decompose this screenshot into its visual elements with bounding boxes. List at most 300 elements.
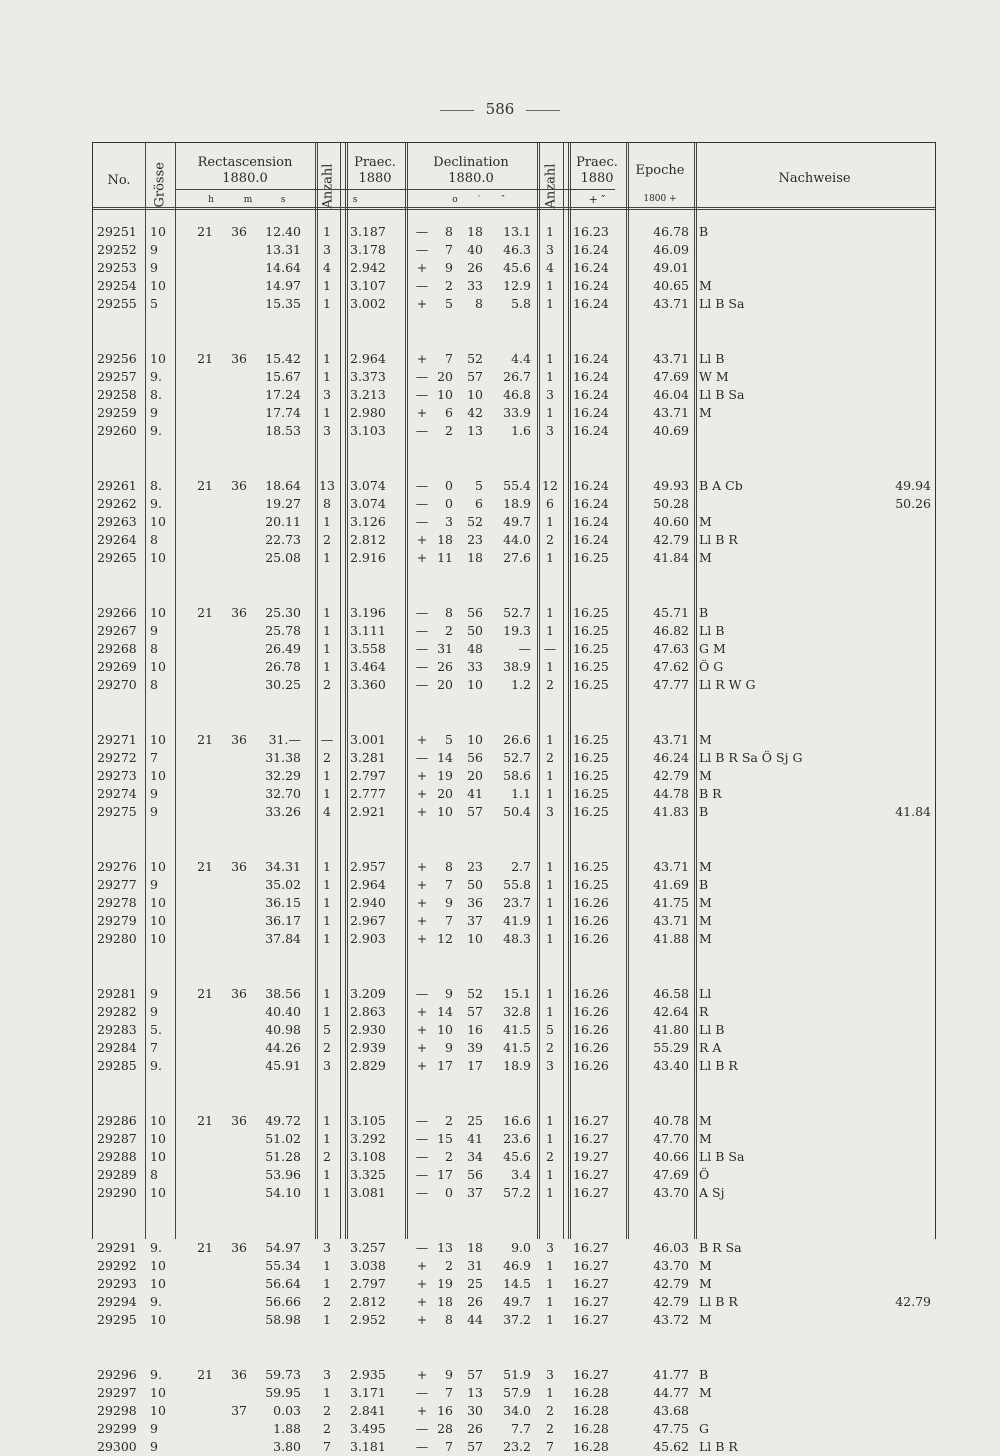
cell-nw: Ll B Sa	[699, 1149, 745, 1165]
cell-m: 36	[231, 605, 247, 620]
cell-gr: 9	[150, 1439, 158, 1455]
cell-sg: +	[416, 931, 428, 947]
cell-p2: 16.25	[573, 786, 609, 802]
header-praec-2: Praec.	[576, 155, 618, 170]
cell-m: 36	[231, 1367, 247, 1382]
cell-nw: M	[699, 895, 712, 911]
cell-a2: 1	[546, 931, 554, 947]
header-anzahl-1: Anzahl	[320, 163, 336, 209]
cell-a1: 1	[323, 659, 331, 675]
cell-ds: 7.7	[511, 1421, 531, 1437]
cell-s: 26.49	[265, 641, 301, 657]
cell-a2: 1	[546, 278, 554, 294]
cell-pr: 3.196	[350, 605, 386, 620]
header-decl-sec: ″	[501, 195, 505, 205]
cell-gr: 10	[150, 514, 166, 530]
cell-p2: 16.26	[573, 1040, 609, 1056]
cell-p2: 16.25	[573, 677, 609, 693]
cell-pr: 2.964	[350, 351, 386, 366]
cell-a1: 2	[323, 1040, 331, 1056]
cell-p2: 16.26	[573, 931, 609, 947]
cell-d: 7	[445, 877, 453, 893]
cell-sg: +	[416, 859, 428, 874]
cell-sg: —	[415, 496, 429, 512]
cell-d: 16	[437, 1403, 453, 1419]
cell-no: 29300	[97, 1439, 137, 1455]
cell-ds: 58.6	[503, 768, 531, 784]
cell-ep: 49.93	[653, 478, 689, 493]
cell-no: 29280	[97, 931, 137, 947]
cell-a1: 1	[323, 768, 331, 784]
cell-d: 13	[437, 1240, 453, 1255]
cell-sg: —	[415, 641, 429, 657]
cell-a2: 1	[546, 732, 554, 747]
table-row	[93, 295, 935, 313]
cell-a1: 1	[323, 986, 331, 1001]
cell-ds: 34.0	[503, 1403, 531, 1419]
cell-dm: 26	[467, 260, 483, 276]
table-row	[93, 531, 935, 549]
cell-p2: 16.25	[573, 641, 609, 657]
cell-pr: 2.930	[350, 1022, 386, 1038]
cell-sg: —	[415, 387, 429, 403]
cell-a2: 2	[546, 532, 554, 548]
cell-dm: 23	[467, 532, 483, 548]
header-ra-h: h	[208, 195, 214, 205]
cell-gr: 8.	[150, 387, 162, 403]
cell-nw: M	[699, 859, 712, 874]
cell-a1: 1	[323, 641, 331, 657]
cell-a1: 1	[323, 1131, 331, 1147]
cell-gr: 8	[150, 1167, 158, 1183]
header-ra-epoch: 1880.0	[222, 171, 268, 186]
cell-dm: 41	[467, 1131, 483, 1147]
cell-a2: 5	[546, 1022, 554, 1038]
cell-h: 21	[197, 1367, 213, 1382]
cell-gr: 10	[150, 550, 166, 566]
cell-pr: 2.812	[350, 1294, 386, 1310]
cell-s: 32.29	[265, 768, 301, 784]
cell-pr: 3.464	[350, 659, 386, 675]
cell-ds: 3.4	[511, 1167, 531, 1183]
cell-s: 19.27	[265, 496, 301, 512]
cell-ds: 16.6	[503, 1113, 531, 1128]
cell-s: 26.78	[265, 659, 301, 675]
cell-s: 54.10	[265, 1185, 301, 1201]
table-row	[93, 477, 935, 495]
cell-d: 6	[445, 405, 453, 421]
cell-gr: 5	[150, 296, 158, 312]
cell-ep: 41.75	[653, 895, 689, 911]
cell-d: 2	[445, 1149, 453, 1165]
cell-dm: 52	[467, 986, 483, 1001]
cell-s: 59.95	[265, 1385, 301, 1401]
cell-dm: 18	[467, 550, 483, 566]
cell-sg: —	[415, 478, 429, 493]
cell-a2: 1	[546, 605, 554, 620]
cell-m: 36	[231, 351, 247, 366]
table-row	[93, 1420, 935, 1438]
cell-a1: 1	[323, 1258, 331, 1274]
cell-a1: 8	[323, 496, 331, 512]
cell-no: 29274	[97, 786, 137, 802]
cell-s: 18.64	[265, 478, 301, 493]
cell-dm: 57	[467, 804, 483, 820]
cell-ds: 57.2	[503, 1185, 531, 1201]
cell-pr: 3.107	[350, 278, 386, 294]
cell-pr: 3.292	[350, 1131, 386, 1147]
cell-dm: 33	[467, 278, 483, 294]
cell-d: 15	[437, 1131, 453, 1147]
cell-d: 9	[445, 1367, 453, 1382]
cell-no: 29287	[97, 1131, 137, 1147]
cell-ep: 41.84	[653, 550, 689, 566]
cell-p2: 16.25	[573, 877, 609, 893]
cell-s: 25.30	[265, 605, 301, 620]
cell-sg: —	[415, 1131, 429, 1147]
cell-dm: 26	[467, 1294, 483, 1310]
cell-p2: 16.26	[573, 895, 609, 911]
cell-no: 29261	[97, 478, 137, 493]
cell-sg: +	[416, 732, 428, 747]
table-row	[93, 604, 935, 622]
star-catalogue-table	[92, 142, 936, 1455]
cell-nw: A Sj	[699, 1185, 725, 1201]
cell-dm: 44	[467, 1312, 483, 1328]
cell-a1: 2	[323, 1421, 331, 1437]
cell-a2: 3	[546, 1367, 554, 1382]
cell-gr: 9	[150, 986, 158, 1001]
cell-d: 5	[445, 732, 453, 747]
cell-a2: 1	[546, 1385, 554, 1401]
cell-ep: 47.77	[653, 677, 689, 693]
cell-d: 7	[445, 1439, 453, 1455]
cell-p2: 16.24	[573, 351, 609, 366]
cell-d: 17	[437, 1058, 453, 1074]
cell-p2: 16.27	[573, 1113, 609, 1128]
cell-a2: 1	[546, 768, 554, 784]
cell-ep: 50.28	[653, 496, 689, 512]
cell-pr: 3.103	[350, 423, 386, 439]
cell-a1: 1	[323, 931, 331, 947]
cell-nw: M	[699, 1258, 712, 1274]
cell-ds: 26.7	[503, 369, 531, 385]
cell-pr: 3.178	[350, 242, 386, 258]
cell-d: 20	[437, 677, 453, 693]
cell-sg: +	[416, 1294, 428, 1310]
cell-pr: 2.952	[350, 1312, 386, 1328]
cell-a2: 1	[546, 786, 554, 802]
table-row	[93, 259, 935, 277]
cell-nw: M	[699, 1312, 712, 1328]
cell-gr: 8	[150, 532, 158, 548]
cell-a2: 1	[546, 514, 554, 530]
cell-pr: 2.964	[350, 877, 386, 893]
header-ra-m: m	[243, 195, 253, 205]
cell-dm: 8	[475, 296, 483, 312]
cell-a1: 1	[323, 550, 331, 566]
cell-sg: —	[415, 224, 429, 239]
cell-ds: 1.1	[511, 786, 531, 802]
cell-a2: 1	[546, 986, 554, 1001]
cell-dm: 36	[467, 895, 483, 911]
cell-d: 0	[445, 496, 453, 512]
cell-p2: 16.27	[573, 1367, 609, 1382]
cell-a2: 1	[546, 1276, 554, 1292]
cell-nw: R	[699, 1004, 709, 1020]
cell-ds: 18.9	[503, 496, 531, 512]
cell-ep: 43.71	[653, 296, 689, 312]
cell-ex: 49.94	[895, 478, 931, 493]
cell-gr: 9	[150, 877, 158, 893]
table-row	[93, 785, 935, 803]
cell-a2: 1	[546, 1131, 554, 1147]
cell-pr: 3.126	[350, 514, 386, 530]
cell-s: 51.02	[265, 1131, 301, 1147]
cell-sg: +	[416, 260, 428, 276]
cell-gr: 10	[150, 1258, 166, 1274]
cell-nw: M	[699, 1131, 712, 1147]
cell-p2: 16.26	[573, 986, 609, 1001]
cell-s: 54.97	[265, 1240, 301, 1255]
cell-sg: +	[416, 804, 428, 820]
cell-ds: 44.0	[503, 532, 531, 548]
cell-p2: 16.26	[573, 1004, 609, 1020]
cell-ep: 44.77	[653, 1385, 689, 1401]
cell-s: 40.40	[265, 1004, 301, 1020]
cell-a1: 1	[323, 1167, 331, 1183]
cell-p2: 16.25	[573, 623, 609, 639]
table-row	[93, 277, 935, 295]
cell-sg: —	[415, 677, 429, 693]
cell-no: 29293	[97, 1276, 137, 1292]
cell-s: 15.42	[265, 351, 301, 366]
cell-d: 2	[445, 623, 453, 639]
cell-a1: 2	[323, 677, 331, 693]
cell-nw: M	[699, 768, 712, 784]
cell-nw: Ll B	[699, 351, 725, 366]
table-row	[93, 658, 935, 676]
cell-pr: 2.812	[350, 532, 386, 548]
cell-pr: 3.213	[350, 387, 386, 403]
cell-d: 0	[445, 478, 453, 493]
cell-pr: 3.038	[350, 1258, 386, 1274]
cell-a1: 4	[323, 260, 331, 276]
table-row	[93, 930, 935, 948]
header-praec-2-year: 1880	[580, 171, 614, 186]
cell-d: 18	[437, 1294, 453, 1310]
cell-d: 8	[445, 605, 453, 620]
cell-d: 0	[445, 1185, 453, 1201]
cell-p2: 16.28	[573, 1439, 609, 1455]
cell-gr: 8	[150, 677, 158, 693]
cell-sg: +	[416, 405, 428, 421]
header-praec-2-unit: + ″	[588, 193, 606, 206]
cell-m: 36	[231, 224, 247, 239]
cell-gr: 10	[150, 732, 166, 747]
cell-ds: 46.9	[503, 1258, 531, 1274]
cell-dm: 5	[475, 478, 483, 493]
cell-nw: B A Cb	[699, 478, 743, 493]
table-row	[93, 1275, 935, 1293]
cell-pr: 3.360	[350, 677, 386, 693]
cell-d: 10	[437, 1022, 453, 1038]
cell-ds: —	[518, 641, 531, 657]
cell-ep: 42.79	[653, 1294, 689, 1310]
cell-no: 29295	[97, 1312, 137, 1328]
cell-ep: 40.65	[653, 278, 689, 294]
cell-dm: 57	[467, 1367, 483, 1382]
cell-p2: 16.24	[573, 369, 609, 385]
cell-s: 44.26	[265, 1040, 301, 1056]
cell-gr: 9.	[150, 423, 162, 439]
table-row	[93, 1130, 935, 1148]
cell-a1: 1	[323, 1385, 331, 1401]
cell-d: 19	[437, 1276, 453, 1292]
cell-gr: 10	[150, 1403, 166, 1419]
cell-dm: 10	[467, 732, 483, 747]
cell-s: 58.98	[265, 1312, 301, 1328]
cell-p2: 16.25	[573, 859, 609, 874]
cell-s: 40.98	[265, 1022, 301, 1038]
cell-ds: 14.5	[503, 1276, 531, 1292]
cell-gr: 10	[150, 351, 166, 366]
table-row	[93, 1184, 935, 1202]
cell-p2: 16.23	[573, 224, 609, 239]
cell-sg: +	[416, 1276, 428, 1292]
cell-p2: 16.27	[573, 1276, 609, 1292]
cell-a1: 2	[323, 1149, 331, 1165]
cell-a2: 1	[546, 1294, 554, 1310]
cell-m: 36	[231, 1240, 247, 1255]
cell-ds: 55.8	[503, 877, 531, 893]
cell-d: 12	[437, 931, 453, 947]
cell-nw: Ll B R	[699, 1058, 738, 1074]
cell-a2: 4	[546, 260, 554, 276]
table-row	[93, 1384, 935, 1402]
table-row	[93, 549, 935, 567]
cell-s: 17.24	[265, 387, 301, 403]
cell-dm: 56	[467, 605, 483, 620]
cell-ds: 45.6	[503, 1149, 531, 1165]
cell-ep: 47.62	[653, 659, 689, 675]
cell-no: 29268	[97, 641, 137, 657]
cell-no: 29265	[97, 550, 137, 566]
cell-d: 9	[445, 986, 453, 1001]
cell-nw: M	[699, 514, 712, 530]
table-row	[93, 1021, 935, 1039]
cell-a1: 1	[323, 913, 331, 929]
cell-s: 14.97	[265, 278, 301, 294]
cell-a2: 12	[542, 478, 558, 493]
cell-s: 45.91	[265, 1058, 301, 1074]
cell-ep: 42.64	[653, 1004, 689, 1020]
cell-gr: 10	[150, 659, 166, 675]
cell-ep: 44.78	[653, 786, 689, 802]
cell-pr: 2.863	[350, 1004, 386, 1020]
cell-ds: 12.9	[503, 278, 531, 294]
cell-s: 56.66	[265, 1294, 301, 1310]
cell-no: 29291	[97, 1240, 137, 1255]
cell-a1: 1	[323, 1113, 331, 1128]
cell-ep: 42.79	[653, 768, 689, 784]
cell-ds: 26.6	[503, 732, 531, 747]
cell-sg: —	[415, 1113, 429, 1128]
cell-dm: 34	[467, 1149, 483, 1165]
cell-s: 15.67	[265, 369, 301, 385]
header-no: No.	[107, 173, 131, 188]
cell-a2: 7	[546, 1439, 554, 1455]
cell-ds: 49.7	[503, 514, 531, 530]
cell-d: 9	[445, 260, 453, 276]
cell-ds: 41.5	[503, 1022, 531, 1038]
cell-ep: 41.83	[653, 804, 689, 820]
cell-a1: 1	[323, 1004, 331, 1020]
cell-pr: 3.105	[350, 1113, 386, 1128]
cell-gr: 7	[150, 1040, 158, 1056]
cell-sg: —	[415, 242, 429, 258]
cell-h: 21	[197, 605, 213, 620]
cell-a1: 13	[319, 478, 335, 493]
cell-s: 17.74	[265, 405, 301, 421]
cell-dm: 56	[467, 750, 483, 766]
cell-s: 13.31	[265, 242, 301, 258]
cell-ep: 46.78	[653, 224, 689, 239]
cell-ep: 43.72	[653, 1312, 689, 1328]
cell-s: 36.15	[265, 895, 301, 911]
cell-p2: 16.24	[573, 296, 609, 312]
cell-nw: M	[699, 913, 712, 929]
cell-ds: 50.4	[503, 804, 531, 820]
cell-pr: 2.940	[350, 895, 386, 911]
cell-ds: 41.9	[503, 913, 531, 929]
cell-h: 21	[197, 351, 213, 366]
cell-ds: 55.4	[503, 478, 531, 493]
cell-sg: —	[415, 1167, 429, 1183]
cell-s: 12.40	[265, 224, 301, 239]
cell-ds: 38.9	[503, 659, 531, 675]
cell-no: 29281	[97, 986, 137, 1001]
cell-a2: 3	[546, 804, 554, 820]
cell-a1: 1	[323, 351, 331, 366]
cell-a1: 1	[323, 877, 331, 893]
cell-sg: —	[415, 659, 429, 675]
table-row	[93, 386, 935, 404]
cell-s: 32.70	[265, 786, 301, 802]
cell-pr: 2.935	[350, 1367, 386, 1382]
table-row	[93, 1057, 935, 1075]
cell-a2: 1	[546, 877, 554, 893]
cell-no: 29270	[97, 677, 137, 693]
cell-p2: 16.27	[573, 1312, 609, 1328]
cell-d: 26	[437, 659, 453, 675]
cell-ds: 27.6	[503, 550, 531, 566]
cell-s: 22.73	[265, 532, 301, 548]
cell-s: 37.84	[265, 931, 301, 947]
cell-no: 29285	[97, 1058, 137, 1074]
cell-sg: —	[415, 1240, 429, 1255]
cell-s: 31.—	[268, 732, 301, 747]
cell-h: 21	[197, 478, 213, 493]
cell-a2: 1	[546, 859, 554, 874]
cell-sg: +	[416, 550, 428, 566]
cell-d: 11	[437, 550, 453, 566]
cell-h: 21	[197, 859, 213, 874]
cell-ds: 15.1	[503, 986, 531, 1001]
table-row	[93, 1438, 935, 1456]
cell-no: 29254	[97, 278, 137, 294]
cell-a2: 1	[546, 550, 554, 566]
